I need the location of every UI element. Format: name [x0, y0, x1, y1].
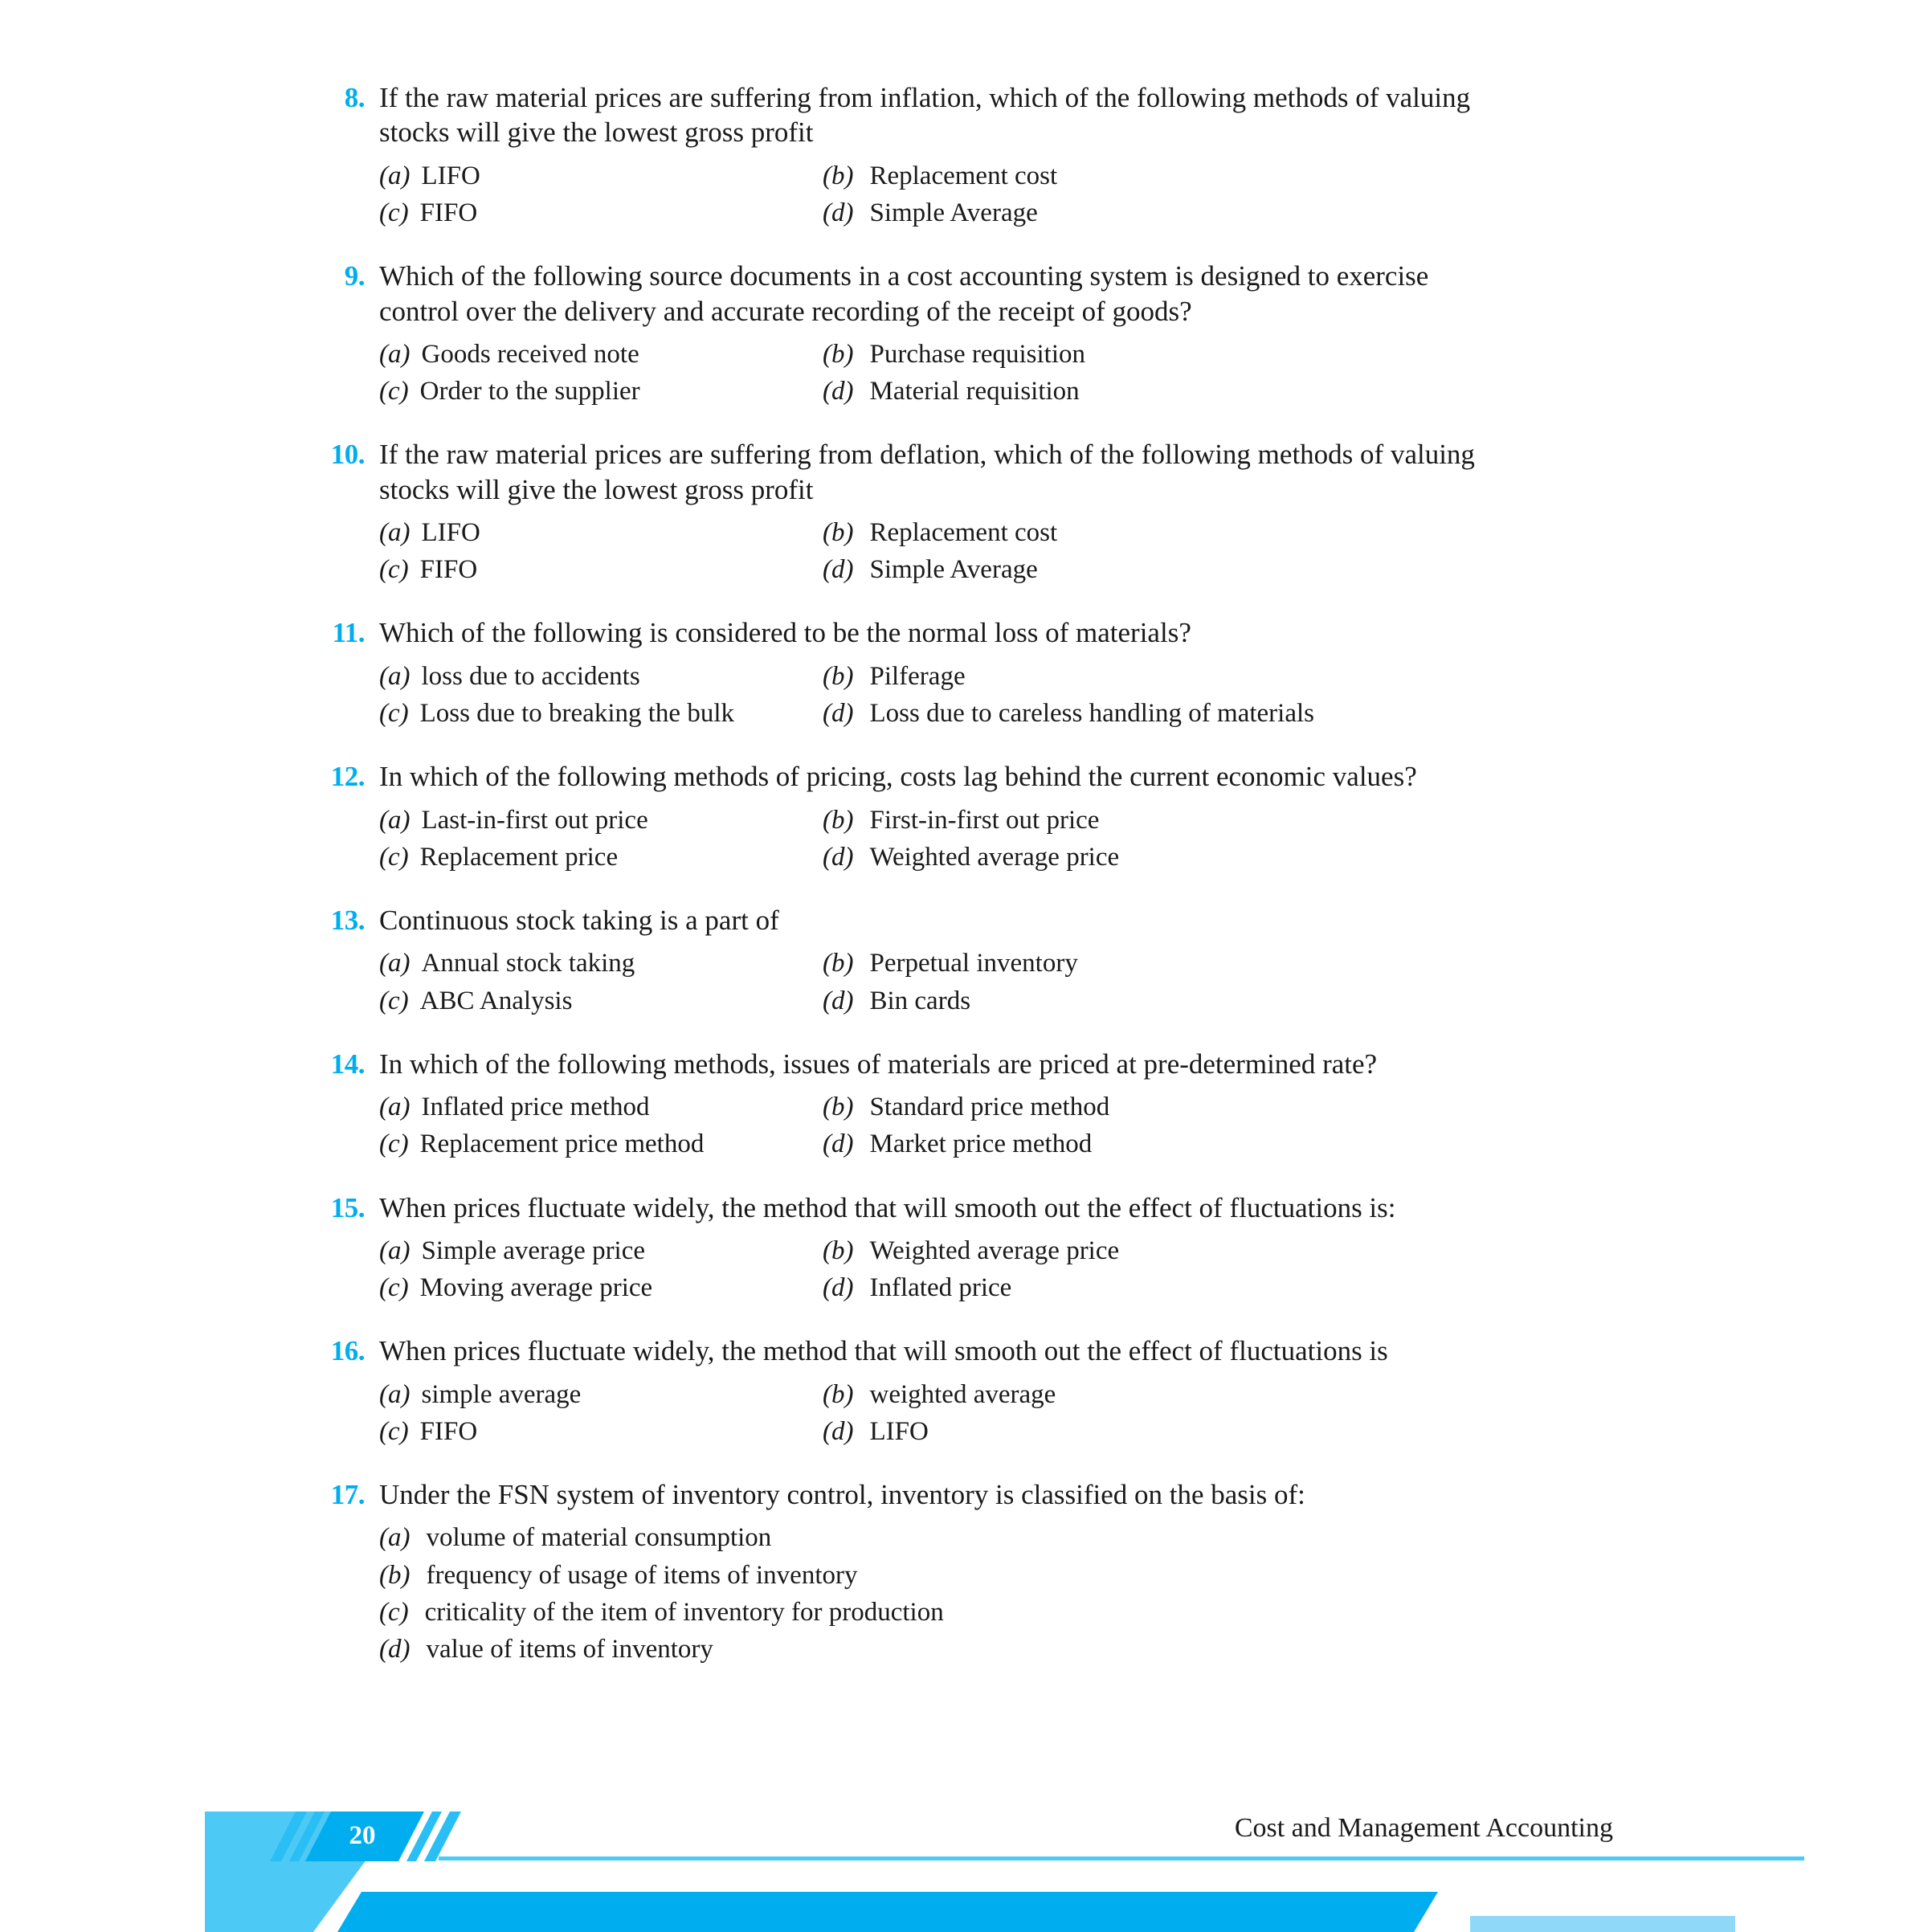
- option-label: criticality of the item of inventory for production: [424, 1597, 944, 1627]
- option[interactable]: [823, 1232, 1647, 1269]
- question-text-line: Under the FSN system of inventory control, inventory is classified on the basis of:: [379, 1479, 1305, 1511]
- option-key: (a): [379, 518, 411, 548]
- option-row: [379, 1631, 1647, 1668]
- question-block: [321, 759, 1647, 876]
- running-title: Cost and Management Accounting: [1234, 1813, 1613, 1843]
- question-heading: [321, 259, 1647, 329]
- question-heading: [321, 1477, 1647, 1512]
- option[interactable]: [379, 157, 823, 194]
- option[interactable]: [379, 839, 823, 876]
- option[interactable]: [379, 1557, 1647, 1594]
- option-key: (d): [823, 986, 854, 1015]
- option-label: Replacement cost: [869, 518, 1058, 548]
- option-key: (b): [823, 1236, 854, 1265]
- option-key: (c): [379, 377, 409, 406]
- option[interactable]: [379, 802, 823, 839]
- option-key: (a): [379, 339, 411, 369]
- question-number: 15.: [330, 1191, 365, 1223]
- option-label: simple average: [421, 1379, 582, 1409]
- question-block: [321, 259, 1647, 410]
- option[interactable]: [379, 695, 823, 732]
- question-text-line: In which of the following methods of pricing, costs lag behind the current economic values?: [379, 761, 1417, 793]
- option-group: [379, 336, 1647, 410]
- option[interactable]: [823, 1376, 1647, 1413]
- question-block: [321, 437, 1647, 588]
- footer-band-dark: [337, 1892, 1438, 1932]
- option-label: Bin cards: [869, 986, 971, 1015]
- option-label: LIFO: [421, 161, 480, 190]
- option-key: (b): [823, 518, 854, 548]
- option[interactable]: [379, 194, 823, 231]
- question-block: [321, 1477, 1647, 1668]
- option-row: [379, 982, 1647, 1019]
- option-row: [379, 157, 1647, 194]
- option-key: (b): [823, 1379, 854, 1409]
- option-group: [379, 1376, 1647, 1450]
- option[interactable]: [379, 1376, 823, 1413]
- question-number: 12.: [330, 761, 365, 793]
- question-text: [379, 80, 1647, 150]
- option-group: [379, 1089, 1647, 1162]
- option[interactable]: [379, 982, 823, 1019]
- option-label: Material requisition: [869, 377, 1080, 406]
- option-key: (d): [823, 842, 854, 872]
- option-key: (d): [823, 377, 854, 406]
- question-block: [321, 903, 1647, 1019]
- option-key: (d): [379, 1635, 411, 1664]
- option-group: [379, 658, 1647, 732]
- option-row: [379, 1125, 1647, 1162]
- question-block: [321, 1334, 1647, 1450]
- option-label: Order to the supplier: [419, 377, 640, 406]
- option-key: (b): [823, 805, 854, 835]
- option-key: (b): [823, 1093, 854, 1122]
- option-row: [379, 1269, 1647, 1306]
- option[interactable]: [823, 373, 1647, 410]
- option-group: [379, 945, 1647, 1019]
- option[interactable]: [379, 1594, 1647, 1631]
- option-label: ABC Analysis: [419, 986, 573, 1015]
- option-label: weighted average: [869, 1379, 1056, 1409]
- option[interactable]: [379, 1631, 1647, 1668]
- option-row: [379, 802, 1647, 839]
- option-group: [379, 802, 1647, 876]
- option[interactable]: [823, 336, 1647, 373]
- option-group: [379, 1519, 1647, 1668]
- question-number: 17.: [330, 1479, 365, 1511]
- option-key: (a): [379, 161, 411, 190]
- question-text: [379, 615, 1647, 650]
- option-row: [379, 658, 1647, 695]
- option-label: Simple average price: [421, 1236, 646, 1265]
- question-text-line: In which of the following methods, issues of materials are priced at pre-determined rate?: [379, 1048, 1378, 1080]
- page-footer: [0, 1803, 1928, 1928]
- option-group: [379, 514, 1647, 588]
- question-text-continuation: stocks will give the lowest gross profit: [379, 473, 814, 505]
- question-text: [379, 1047, 1647, 1081]
- question-text: [379, 903, 1647, 937]
- option[interactable]: [379, 373, 823, 410]
- option-label: Loss due to careless handling of materials: [869, 699, 1314, 729]
- option[interactable]: [823, 658, 1647, 695]
- question-heading: [321, 759, 1647, 794]
- option-label: Simple Average: [869, 198, 1038, 227]
- option-label: LIFO: [869, 1416, 929, 1446]
- option[interactable]: [379, 945, 823, 982]
- question-text: [379, 759, 1647, 794]
- option[interactable]: [823, 802, 1647, 839]
- option-key: (d): [823, 198, 854, 227]
- question-text-line: Continuous stock taking is a part of: [379, 905, 779, 936]
- question-heading: [321, 1047, 1647, 1081]
- option-key: (a): [379, 805, 411, 835]
- question-text-line: Which of the following is considered to be the normal loss of materials?: [379, 617, 1191, 649]
- question-text-continuation: stocks will give the lowest gross profit: [379, 116, 814, 149]
- option-key: (b): [823, 161, 854, 190]
- question-number: 11.: [332, 617, 365, 649]
- option-label: Standard price method: [869, 1093, 1110, 1122]
- option-row: [379, 336, 1647, 373]
- option[interactable]: [823, 1089, 1647, 1125]
- option-key: (c): [379, 1416, 409, 1446]
- option[interactable]: [379, 1519, 1647, 1556]
- option[interactable]: [823, 1125, 1647, 1162]
- question-number: 14.: [330, 1048, 365, 1080]
- footer-band-pale: [1470, 1916, 1735, 1932]
- option-group: [379, 157, 1647, 231]
- option-key: (d): [823, 1273, 854, 1303]
- option-row: [379, 514, 1647, 551]
- option[interactable]: [379, 1413, 823, 1450]
- question-heading: [321, 1191, 1647, 1225]
- option-row: [379, 945, 1647, 982]
- option[interactable]: [379, 336, 823, 373]
- option-label: Inflated price method: [421, 1093, 650, 1122]
- option[interactable]: [823, 695, 1647, 732]
- option[interactable]: [823, 1413, 1647, 1450]
- option-key: (a): [379, 661, 411, 691]
- question-text: [379, 1477, 1647, 1512]
- question-text-continuation: control over the delivery and accurate recording of the receipt of goods?: [379, 295, 1192, 327]
- question-block: [321, 615, 1647, 732]
- question-number: 16.: [330, 1335, 365, 1367]
- question-heading: [321, 903, 1647, 937]
- question-text-line: When prices fluctuate widely, the method that will smooth out the effect of fluctuations is: [379, 1335, 1388, 1367]
- option[interactable]: [379, 514, 823, 551]
- option-label: Goods received note: [421, 339, 639, 369]
- option-label: FIFO: [419, 555, 478, 585]
- option-label: Market price method: [869, 1129, 1093, 1159]
- footer-rule: [439, 1856, 1804, 1861]
- option-label: Weighted average price: [869, 1236, 1120, 1265]
- option-key: (c): [379, 986, 409, 1015]
- option-label: LIFO: [421, 518, 480, 548]
- question-heading: [321, 80, 1647, 150]
- question-text: [379, 259, 1647, 329]
- question-text-line: Which of the following source documents in a cost accounting system is designed to exercise: [379, 260, 1429, 292]
- option-row: [379, 1519, 1647, 1556]
- question-list: [321, 80, 1647, 1695]
- question-heading: [321, 437, 1647, 507]
- option-label: value of items of inventory: [426, 1635, 713, 1664]
- option[interactable]: [379, 1089, 823, 1125]
- option-label: Loss due to breaking the bulk: [419, 699, 734, 729]
- option-label: Pilferage: [869, 661, 966, 691]
- question-text: [379, 1334, 1647, 1368]
- option-key: (b): [379, 1560, 411, 1590]
- option-label: Last-in-first out price: [421, 805, 648, 835]
- option-label: Weighted average price: [869, 842, 1120, 872]
- option-group: [379, 1232, 1647, 1306]
- option-label: Perpetual inventory: [869, 949, 1078, 978]
- option-key: (c): [379, 699, 409, 729]
- option-row: [379, 1089, 1647, 1125]
- option-key: (d): [823, 699, 854, 729]
- option[interactable]: [379, 658, 823, 695]
- option-key: (d): [823, 1129, 854, 1159]
- option-key: (a): [379, 1236, 411, 1265]
- option-label: FIFO: [419, 1416, 478, 1446]
- option-row: [379, 551, 1647, 588]
- option-label: First-in-first out price: [869, 805, 1100, 835]
- option-key: (c): [379, 1129, 409, 1159]
- page-number: 20: [349, 1821, 376, 1850]
- option-label: Annual stock taking: [421, 949, 635, 978]
- option[interactable]: [823, 194, 1647, 231]
- option-label: Purchase requisition: [869, 339, 1086, 369]
- option[interactable]: [823, 551, 1647, 588]
- option-row: [379, 373, 1647, 410]
- option[interactable]: [823, 839, 1647, 876]
- option-label: loss due to accidents: [421, 661, 640, 691]
- option[interactable]: [823, 1269, 1647, 1306]
- option-row: [379, 1413, 1647, 1450]
- option-label: Replacement price method: [419, 1129, 705, 1159]
- question-number: 13.: [330, 905, 365, 936]
- option-label: Replacement price: [419, 842, 619, 872]
- option-key: (c): [379, 555, 409, 585]
- option-label: volume of material consumption: [426, 1523, 772, 1553]
- option-label: FIFO: [419, 198, 478, 227]
- option-row: [379, 1594, 1647, 1631]
- option[interactable]: [379, 1232, 823, 1269]
- question-number: 9.: [344, 260, 365, 292]
- option[interactable]: [379, 551, 823, 588]
- option-key: (b): [823, 339, 854, 369]
- question-block: [321, 1047, 1647, 1163]
- option-key: (d): [823, 1416, 854, 1446]
- option-label: frequency of usage of items of inventory: [426, 1560, 858, 1590]
- option[interactable]: [379, 1269, 823, 1306]
- option-row: [379, 1232, 1647, 1269]
- option-key: (c): [379, 198, 409, 227]
- question-heading: [321, 615, 1647, 650]
- question-text-line: If the raw material prices are suffering from deflation, which of the following methods of valuing: [379, 439, 1475, 471]
- option[interactable]: [823, 982, 1647, 1019]
- option-row: [379, 695, 1647, 732]
- option-row: [379, 839, 1647, 876]
- question-text-line: When prices fluctuate widely, the method that will smooth out the effect of fluctuations is:: [379, 1191, 1396, 1223]
- option-key: (b): [823, 949, 854, 978]
- option-label: Inflated price: [869, 1273, 1012, 1303]
- option[interactable]: [823, 945, 1647, 982]
- option-row: [379, 194, 1647, 231]
- option[interactable]: [823, 157, 1647, 194]
- question-text: [379, 1191, 1647, 1225]
- question-text: [379, 437, 1647, 507]
- option-row: [379, 1376, 1647, 1413]
- option[interactable]: [823, 514, 1647, 551]
- option-label: Simple Average: [869, 555, 1038, 585]
- option-key: (c): [379, 1597, 409, 1627]
- footer-decoration: [0, 1803, 1928, 1932]
- option-row: [379, 1557, 1647, 1594]
- option-label: Replacement cost: [869, 161, 1058, 190]
- option[interactable]: [379, 1125, 823, 1162]
- option-label: Moving average price: [419, 1273, 653, 1303]
- option-key: (c): [379, 1273, 409, 1303]
- option-key: (a): [379, 1093, 411, 1122]
- option-key: (a): [379, 949, 411, 978]
- option-key: (d): [823, 555, 854, 585]
- option-key: (b): [823, 661, 854, 691]
- question-heading: [321, 1334, 1647, 1368]
- question-number: 10.: [330, 439, 365, 471]
- option-key: (a): [379, 1523, 411, 1553]
- option-key: (a): [379, 1379, 411, 1409]
- question-block: [321, 80, 1647, 231]
- question-number: 8.: [344, 82, 365, 113]
- question-text-line: If the raw material prices are suffering from inflation, which of the following methods of valuing: [379, 82, 1471, 113]
- option-key: (c): [379, 842, 409, 872]
- question-block: [321, 1191, 1647, 1307]
